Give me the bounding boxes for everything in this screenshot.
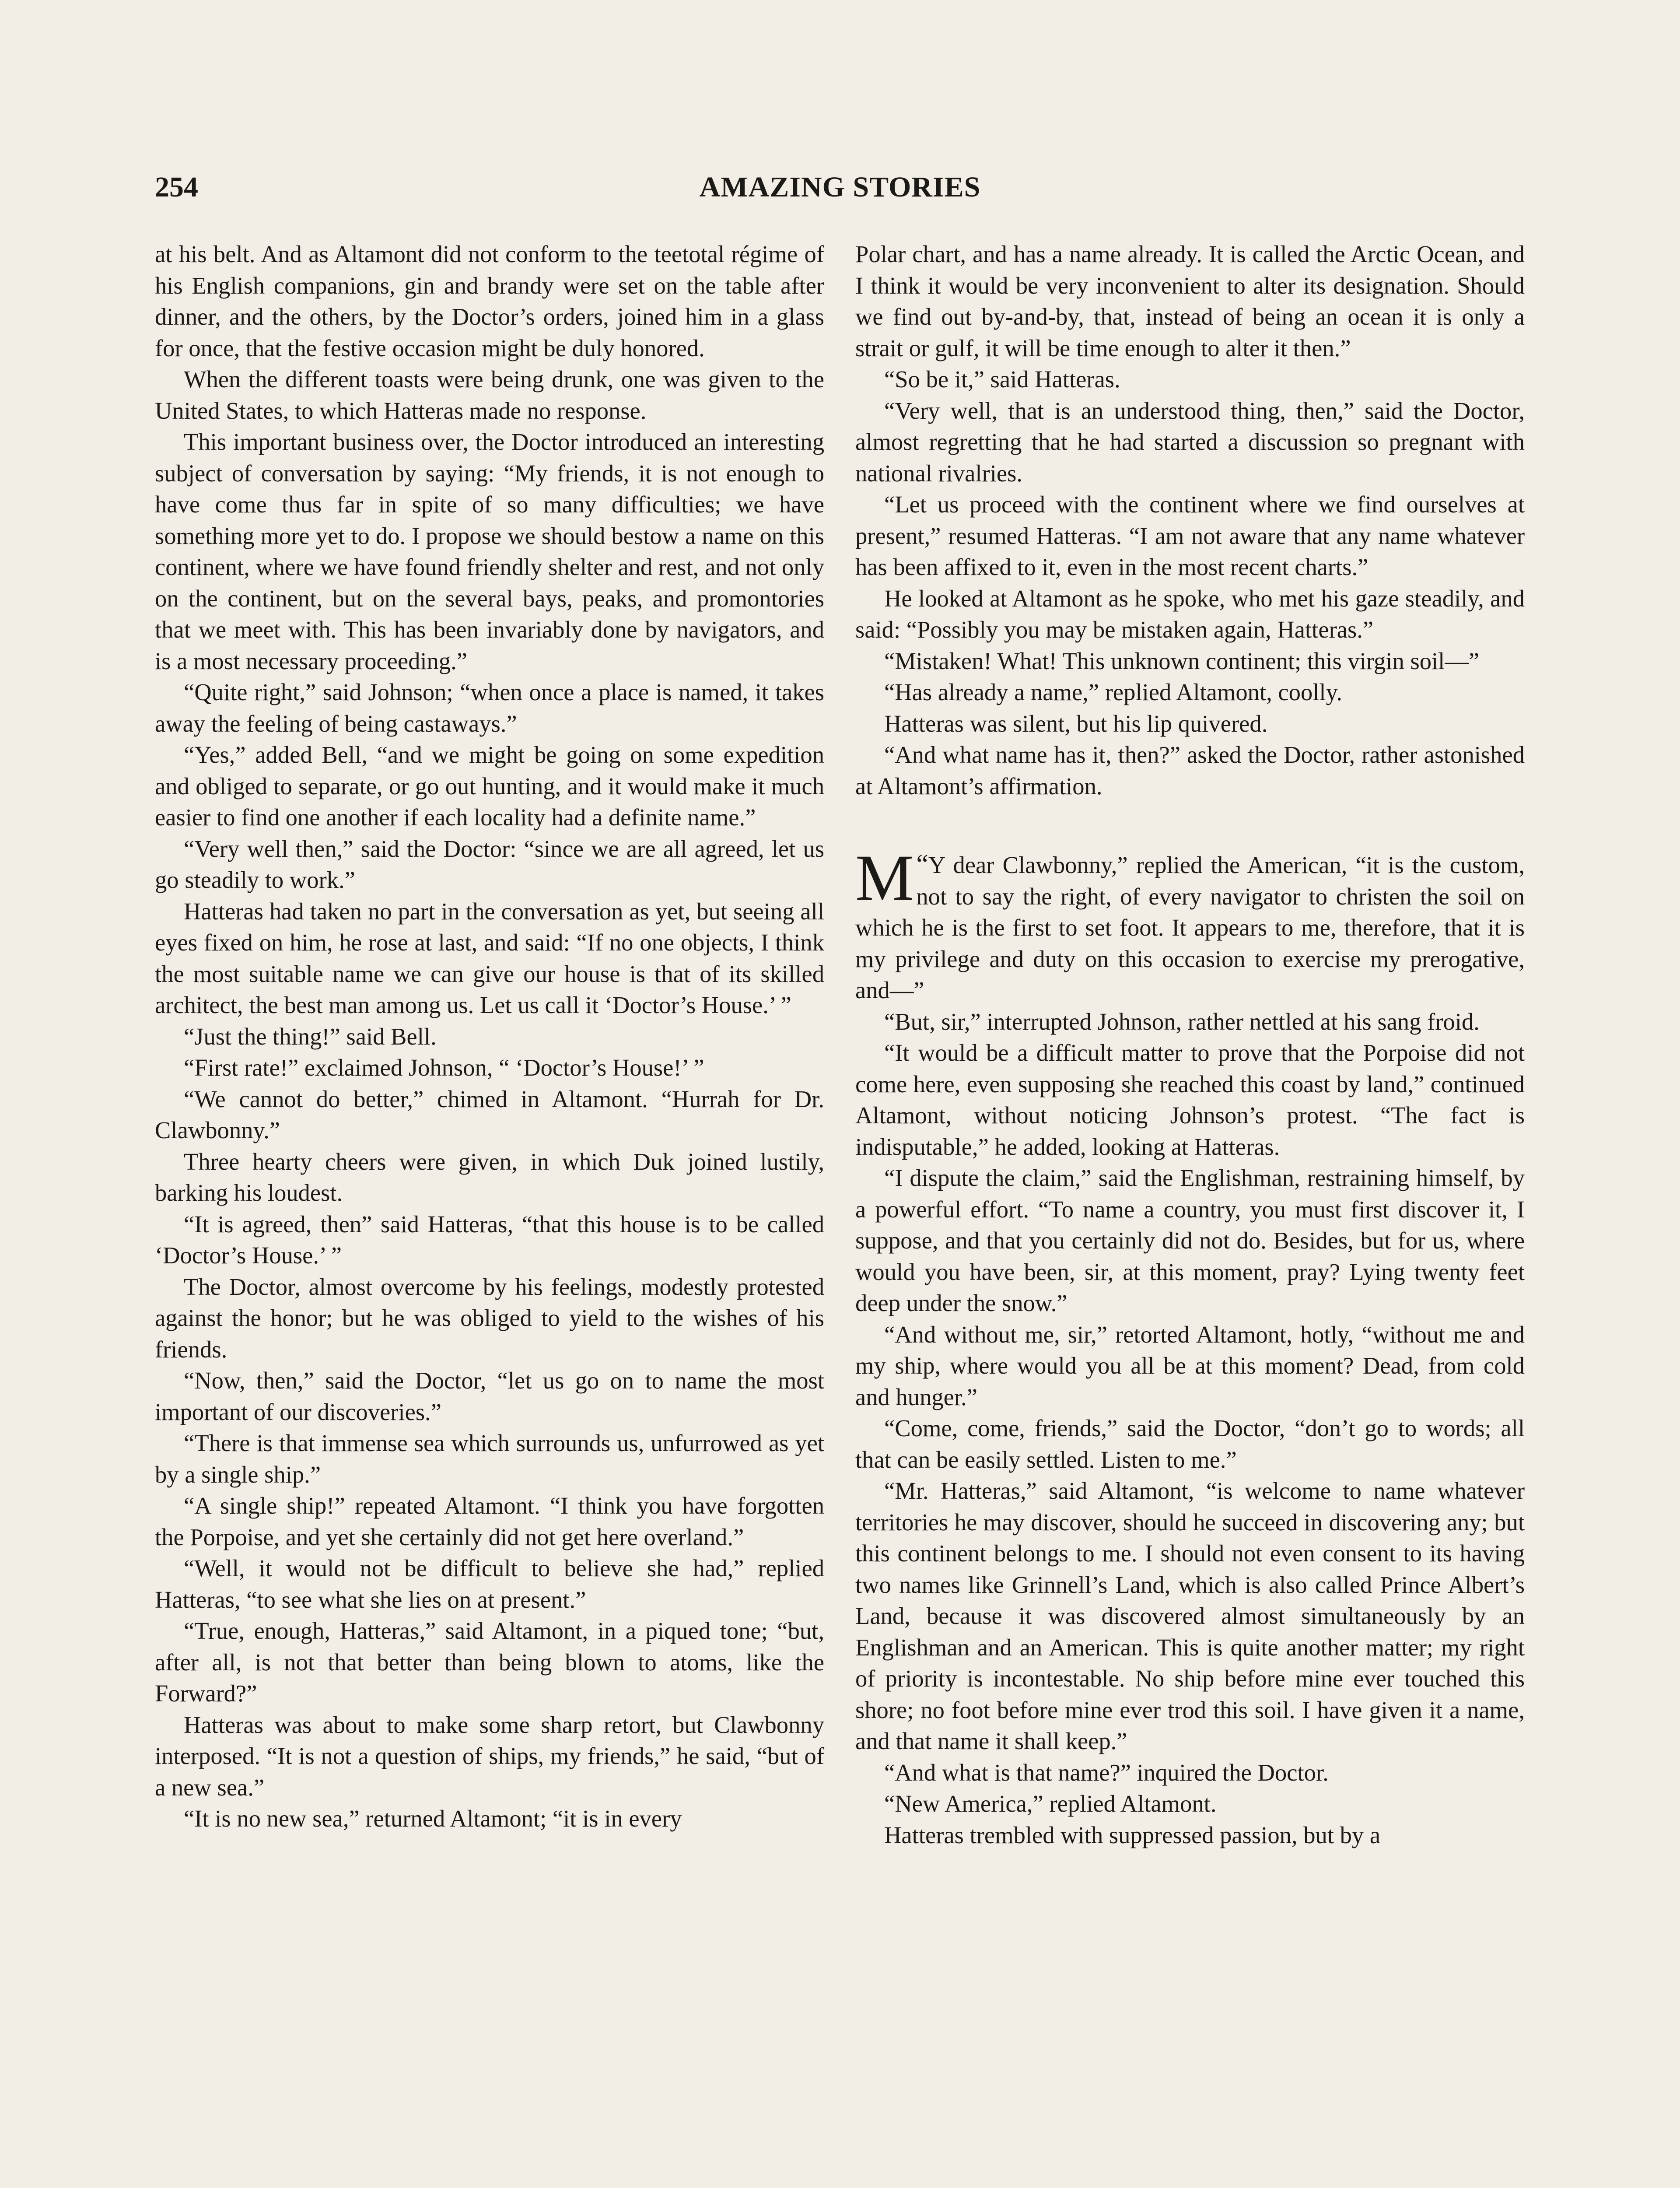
paragraph: “It is no new sea,” returned Altamont; “it is in every: [184, 1805, 682, 1832]
paragraph: “There is that immense sea which surrounds us, unfurrowed as yet by a single ship.”: [155, 1430, 824, 1488]
paragraph: “Mr. Hatteras,” said Altamont, “is welcome to name whatever territories he may discover, should he succeed in discovering any; but this continent belongs to me. I should not even consent to its having two names like Grinnell’s Land, which is also called Prince Albert’s Land, because it was discovered almost simultaneously by an Englishman and an American. This is quite another matter; my right of priority is incontestable. No ship before mine ever touched this shore; no foot before mine ever trod this soil. I have given it a name, and that name it shall keep.”: [855, 1477, 1525, 1754]
right-column-top: [855, 238, 1525, 802]
paragraph: Polar chart, and has a name already. It is called the Arctic Ocean, and I think it would be very inconvenient to alter its designation. Should we find out by-and-by, that, instead of being an ocean it is only a strait or gulf, it will be time enough to alter it then.”: [855, 241, 1525, 361]
left-text-column: [155, 238, 824, 1834]
right-text-column: [855, 238, 1525, 1851]
paragraph: “A single ship!” repeated Altamont. “I think you have forgotten the Porpoise, and yet she certainly did not get here overland.”: [155, 1492, 824, 1550]
paragraph: Hatteras trembled with suppressed passion, but by a: [884, 1821, 1381, 1848]
paragraph: “Very well then,” said the Doctor: “since we are all agreed, let us go steadily to work.”: [155, 835, 824, 893]
paragraph: “Just the thing!” said Bell.: [184, 1023, 437, 1050]
paragraph: “It would be a difficult matter to prove that the Porpoise did not come here, even supposing she reached this coast by land,” continued Altamont, without noticing Johnson’s protest. “The fact is indisputable,” he added, looking at Hatteras.: [855, 1039, 1525, 1160]
paragraph: “I dispute the claim,” said the Englishman, restraining himself, by a powerful effort. “To name a country, you must first discover it, I suppose, and that you certainly did not do. Besides, but for us, where would you have been, sir, at this moment, pray? Lying twenty feet deep under the snow.”: [855, 1164, 1525, 1316]
paragraph: “But, sir,” interrupted Johnson, rather nettled at his sang froid.: [884, 1008, 1480, 1035]
paragraph: Hatteras had taken no part in the conversation as yet, but seeing all eyes fixed on him, he rose at last, and said: “If no one objects, I think the most suitable name we can give our house is that of its skilled architect, the best man among us. Let us call it ‘Doctor’s House.’ ”: [155, 898, 824, 1018]
paragraph: “Yes,” added Bell, “and we might be going on some expedition and obliged to separate, or go out hunting, and it would make it much easier to find one another if each locality had a definite name.”: [155, 741, 824, 831]
paragraph: Hatteras was silent, but his lip quivered.: [884, 710, 1268, 737]
paragraph: “Let us proceed with the continent where we find ourselves at present,” resumed Hatteras. “I am not aware that any name whatever has been affixed to it, even in the most recent charts.”: [855, 491, 1525, 580]
dropcap-text: Y dear Clawbonny,” replied the American, “it is the custom, not to say the right, of every navigator to christen the soil on which he is the first to set foot. It appears to me, therefore, that it is my privilege and duty on this occasion to exercise my prerogative, and—”: [855, 852, 1525, 1003]
page-number: 254: [155, 171, 198, 203]
paragraph: Three hearty cheers were given, in which Duk joined lustily, barking his loudest.: [155, 1148, 824, 1206]
right-column-bottom: [855, 1006, 1525, 1851]
dropcap-quote: “: [916, 849, 928, 879]
dropcap-letter: M: [855, 842, 914, 914]
paragraph: “First rate!” exclaimed Johnson, “ ‘Doctor’s House!’ ”: [184, 1054, 704, 1081]
paragraph: This important business over, the Doctor introduced an interesting subject of conversation by saying: “My friends, it is not enough to have come thus far in spite of so many difficulties; we have something more yet to do. I propose we should bestow a name on this continent, where we have found friendly shelter and rest, and not only on the continent, but on the several bays, peaks, and promontories that we meet with. This has been invariably done by navigators, and is a most necessary proceeding.”: [155, 428, 824, 674]
paragraph: When the different toasts were being drunk, one was given to the United States, to which Hatteras made no response.: [155, 366, 824, 424]
paragraph: “Well, it would not be difficult to believe she had,” replied Hatteras, “to see what she lies on at present.”: [155, 1555, 824, 1613]
paragraph: “So be it,” said Hatteras.: [884, 366, 1120, 393]
paragraph: “Has already a name,” replied Altamont, coolly.: [884, 679, 1342, 705]
paragraph: “Come, come, friends,” said the Doctor, “don’t go to words; all that can be easily settled. Listen to me.”: [855, 1415, 1525, 1473]
paragraph: “And what name has it, then?” asked the Doctor, rather astonished at Altamont’s affirmation.: [855, 741, 1525, 799]
paragraph: “New America,” replied Altamont.: [884, 1790, 1217, 1817]
dropcap-paragraph: [855, 842, 1525, 1006]
paragraph: “Quite right,” said Johnson; “when once a place is named, it takes away the feeling of being castaways.”: [155, 679, 824, 737]
paragraph: “And without me, sir,” retorted Altamont, hotly, “without me and my ship, where would you all be at this moment? Dead, from cold and hunger.”: [855, 1321, 1525, 1410]
paragraph: “We cannot do better,” chimed in Altamont. “Hurrah for Dr. Clawbonny.”: [155, 1085, 824, 1143]
paragraph: “Very well, that is an understood thing, then,” said the Doctor, almost regretting that he had started a discussion so pregnant with national rivalries.: [855, 397, 1525, 487]
paragraph: “True, enough, Hatteras,” said Altamont, in a piqued tone; “but, after all, is not that better than being blown to atoms, like the Forward?”: [155, 1617, 824, 1707]
paragraph: “And what is that name?” inquired the Doctor.: [884, 1759, 1329, 1786]
paragraph: at his belt. And as Altamont did not conform to the teetotal régime of his English companions, gin and brandy were set on the table after dinner, and the others, by the Doctor’s orders, joined him in a glass for once, that the festive occasion might be duly honored.: [155, 241, 824, 361]
paragraph: He looked at Altamont as he spoke, who met his gaze steadily, and said: “Possibly you may be mistaken again, Hatteras.”: [855, 585, 1525, 643]
paragraph: Hatteras was about to make some sharp retort, but Clawbonny interposed. “It is not a question of ships, my friends,” he said, “but of a new sea.”: [155, 1711, 824, 1801]
paragraph: “It is agreed, then” said Hatteras, “that this house is to be called ‘Doctor’s House.’ ”: [155, 1210, 824, 1269]
paragraph: “Now, then,” said the Doctor, “let us go on to name the most important of our discoveries.”: [155, 1367, 824, 1425]
paragraph: “Mistaken! What! This unknown continent; this virgin soil—”: [884, 647, 1480, 674]
paragraph: The Doctor, almost overcome by his feelings, modestly protested against the honor; but he was obliged to yield to the wishes of his friends.: [155, 1273, 824, 1363]
page-header: [0, 171, 1680, 210]
magazine-title: AMAZING STORIES: [699, 171, 981, 203]
